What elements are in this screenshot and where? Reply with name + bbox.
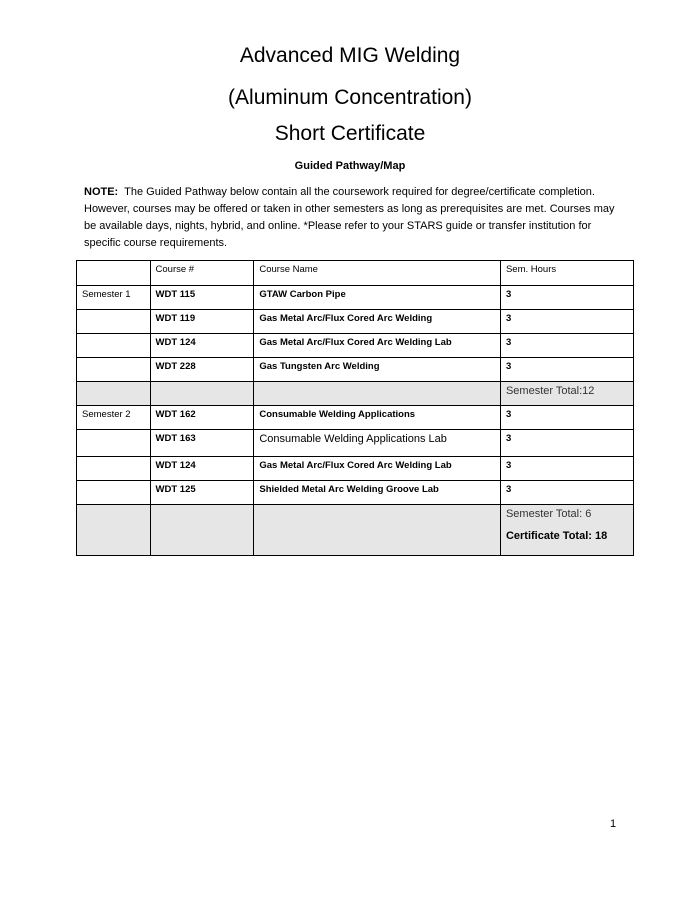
empty-cell xyxy=(254,505,501,556)
table-row xyxy=(77,481,634,505)
course-name: Gas Metal Arc/Flux Cored Arc Welding Lab xyxy=(254,457,501,481)
course-number: WDT 228 xyxy=(150,358,254,382)
course-hours: 3 xyxy=(500,406,633,430)
course-table xyxy=(76,260,634,556)
table-header-row xyxy=(77,261,634,286)
course-hours: 3 xyxy=(500,481,633,505)
final-total-row xyxy=(77,505,634,556)
course-number: WDT 119 xyxy=(150,310,254,334)
semester-total-text: Semester Total: 6 xyxy=(505,508,592,520)
semester-label: Semester 2 xyxy=(77,406,151,430)
course-name: Gas Metal Arc/Flux Cored Arc Welding Lab xyxy=(254,334,501,358)
course-hours: 3 xyxy=(500,286,633,310)
semester-label: Semester 1 xyxy=(77,286,151,310)
table-row xyxy=(77,310,634,334)
semester-total-text: Semester Total:12 xyxy=(505,385,595,397)
page-number: 1 xyxy=(610,818,617,830)
course-hours: 3 xyxy=(500,430,633,457)
empty-cell xyxy=(77,505,151,556)
empty-cell xyxy=(77,382,151,406)
empty-cell xyxy=(77,481,151,505)
course-number: WDT 162 xyxy=(150,406,254,430)
course-number: WDT 124 xyxy=(150,457,254,481)
empty-cell xyxy=(77,358,151,382)
empty-cell xyxy=(254,382,501,406)
title-line-2: (Aluminum Concentration) xyxy=(228,86,472,109)
title-line-3: Short Certificate xyxy=(274,122,426,145)
course-name: Consumable Welding Applications Lab xyxy=(254,430,501,457)
course-name: Shielded Metal Arc Welding Groove Lab xyxy=(254,481,501,505)
course-name: Gas Tungsten Arc Welding xyxy=(254,358,501,382)
table-row xyxy=(77,430,634,457)
note-text: The Guided Pathway below contain all the coursework required for degree/certificate completion. However, courses may be offered or taken in other semesters as long as prerequisites are met. Courses may be available days, nights, hybrid, and online. *Please refer to your STARS guide or transfer institution for specific course requirements. xyxy=(84,186,615,249)
course-number: WDT 163 xyxy=(150,430,254,457)
empty-cell xyxy=(77,430,151,457)
table-row xyxy=(77,286,634,310)
course-hours: 3 xyxy=(500,358,633,382)
table-row xyxy=(77,358,634,382)
table-row xyxy=(77,406,634,430)
course-number: WDT 115 xyxy=(150,286,254,310)
empty-cell xyxy=(150,505,254,556)
title-line-1: Advanced MIG Welding xyxy=(239,44,461,67)
table-row xyxy=(77,334,634,358)
course-number: WDT 125 xyxy=(150,481,254,505)
empty-cell xyxy=(77,334,151,358)
semester-total xyxy=(500,382,633,406)
course-hours: 3 xyxy=(500,457,633,481)
certificate-total: Certificate Total: 18 xyxy=(505,530,608,542)
course-hours: 3 xyxy=(500,310,633,334)
course-number: WDT 124 xyxy=(150,334,254,358)
empty-cell xyxy=(77,457,151,481)
header-cell: Course # xyxy=(150,261,254,286)
header-cell: Sem. Hours xyxy=(500,261,633,286)
table-row xyxy=(77,457,634,481)
empty-cell xyxy=(77,310,151,334)
course-name: GTAW Carbon Pipe xyxy=(254,286,501,310)
empty-cell xyxy=(150,382,254,406)
semester-total-row xyxy=(77,382,634,406)
note-paragraph xyxy=(84,184,624,252)
course-name: Gas Metal Arc/Flux Cored Arc Welding xyxy=(254,310,501,334)
course-hours: 3 xyxy=(500,334,633,358)
header-cell xyxy=(77,261,151,286)
totals-cell xyxy=(500,505,633,556)
note-label: NOTE: xyxy=(84,186,119,198)
course-name: Consumable Welding Applications xyxy=(254,406,501,430)
subtitle: Guided Pathway/Map xyxy=(294,160,406,172)
header-cell: Course Name xyxy=(254,261,501,286)
